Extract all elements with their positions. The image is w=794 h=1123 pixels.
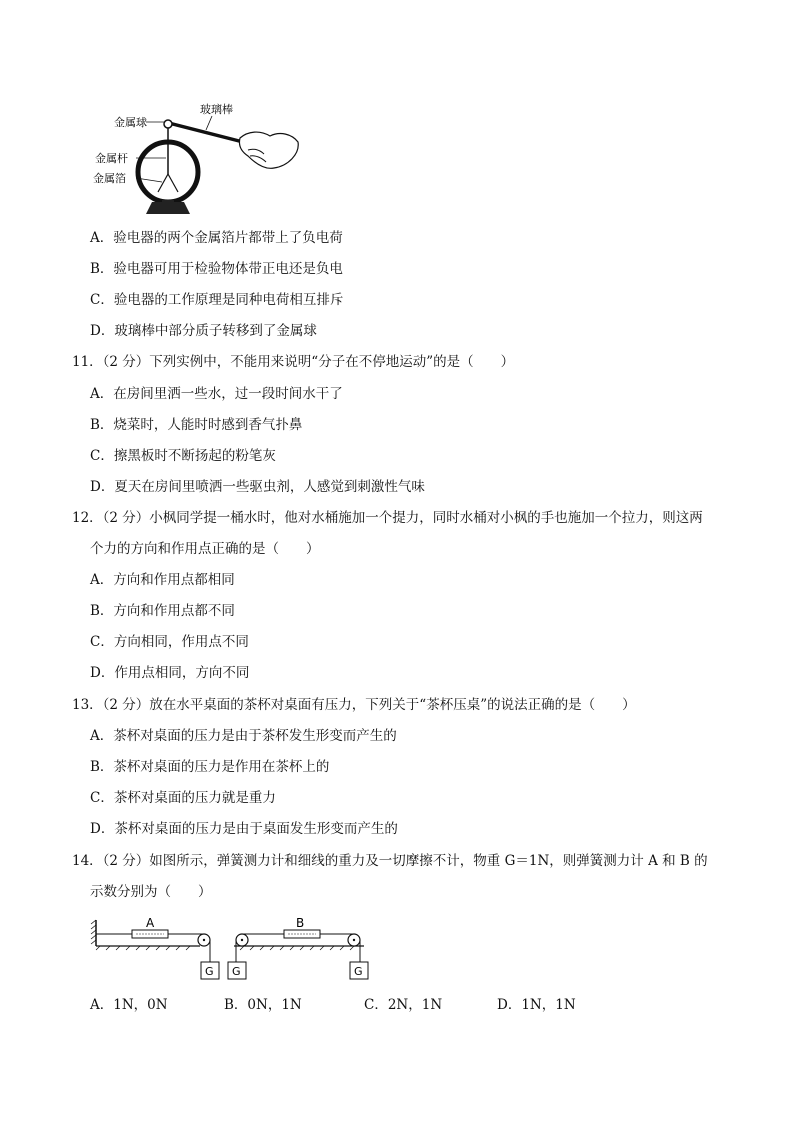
- q13-option-c: C．茶杯对桌面的压力就是重力: [90, 790, 276, 806]
- q10-option-b: B．验电器可用于检验物体带正电还是负电: [90, 261, 343, 277]
- weight-label-middle: G: [232, 965, 241, 978]
- q12-option-a: A．方向和作用点都相同: [90, 572, 235, 588]
- q12-option-d: D．作用点相同，方向不同: [90, 665, 250, 681]
- q14-option-b: B．0N，1N: [224, 997, 302, 1013]
- q11-option-d: D．夏天在房间里喷洒一些驱虫剂，人感觉到刺激性气味: [90, 479, 425, 495]
- weight-label-left: G: [205, 965, 214, 978]
- electroscope-figure: [88, 98, 308, 216]
- q12-stem-line2: 个力的方向和作用点正确的是（ ）: [90, 541, 320, 557]
- q14-stem-line1: 14．（2 分）如图所示，弹簧测力计和细线的重力及一切摩擦不计，物重 G＝1N，则弹簧测力计 A 和 B 的: [72, 853, 708, 869]
- q12-option-b: B．方向和作用点都不同: [90, 603, 235, 619]
- label-glass-rod: 玻璃棒: [200, 103, 233, 116]
- q14-option-d: D．1N，1N: [497, 997, 576, 1013]
- label-metal-bar: 金属杆: [95, 152, 128, 165]
- q11-option-b: B．烧菜时，人能时时感到香气扑鼻: [90, 417, 303, 433]
- q13-option-d: D．茶杯对桌面的压力是由于桌面发生形变而产生的: [90, 821, 398, 837]
- q11-stem: 11．（2 分）下列实例中，不能用来说明“分子在不停地运动”的是（ ）: [72, 354, 515, 370]
- label-metal-foil: 金属箔: [93, 172, 126, 185]
- label-scale-a: A: [146, 916, 155, 930]
- q13-option-b: B．茶杯对桌面的压力是作用在茶杯上的: [90, 759, 330, 775]
- q14-stem-line2: 示数分别为（ ）: [90, 884, 212, 900]
- q10-option-d: D．玻璃棒中部分质子转移到了金属球: [90, 323, 317, 339]
- q11-option-a: A．在房间里洒一些水，过一段时间水干了: [90, 386, 343, 402]
- q14-option-c: C．2N，1N: [364, 997, 443, 1013]
- q10-option-a: A．验电器的两个金属箔片都带上了负电荷: [90, 230, 343, 246]
- q12-option-c: C．方向相同，作用点不同: [90, 634, 249, 650]
- q12-stem-line1: 12．（2 分）小枫同学提一桶水时，他对水桶施加一个提力，同时水桶对小枫的手也施加一个拉力，则这两: [72, 510, 703, 526]
- q10-option-c: C．验电器的工作原理是同种电荷相互排斥: [90, 292, 344, 308]
- q13-option-a: A．茶杯对桌面的压力是由于茶杯发生形变而产生的: [90, 728, 397, 744]
- glass-rod: [166, 122, 248, 143]
- metal-ball: [164, 120, 172, 128]
- q11-option-c: C．擦黑板时不断扬起的粉笔灰: [90, 448, 276, 464]
- label-scale-b: B: [296, 916, 305, 930]
- weight-label-right: G: [354, 965, 363, 978]
- q13-stem: 13．（2 分）放在水平桌面的茶杯对桌面有压力，下列关于“茶杯压桌”的说法正确的是（ ）: [72, 697, 636, 713]
- label-metal-ball: 金属球: [114, 116, 147, 129]
- q14-option-a: A．1N，0N: [90, 997, 168, 1013]
- spring-scale-figure: [88, 912, 378, 982]
